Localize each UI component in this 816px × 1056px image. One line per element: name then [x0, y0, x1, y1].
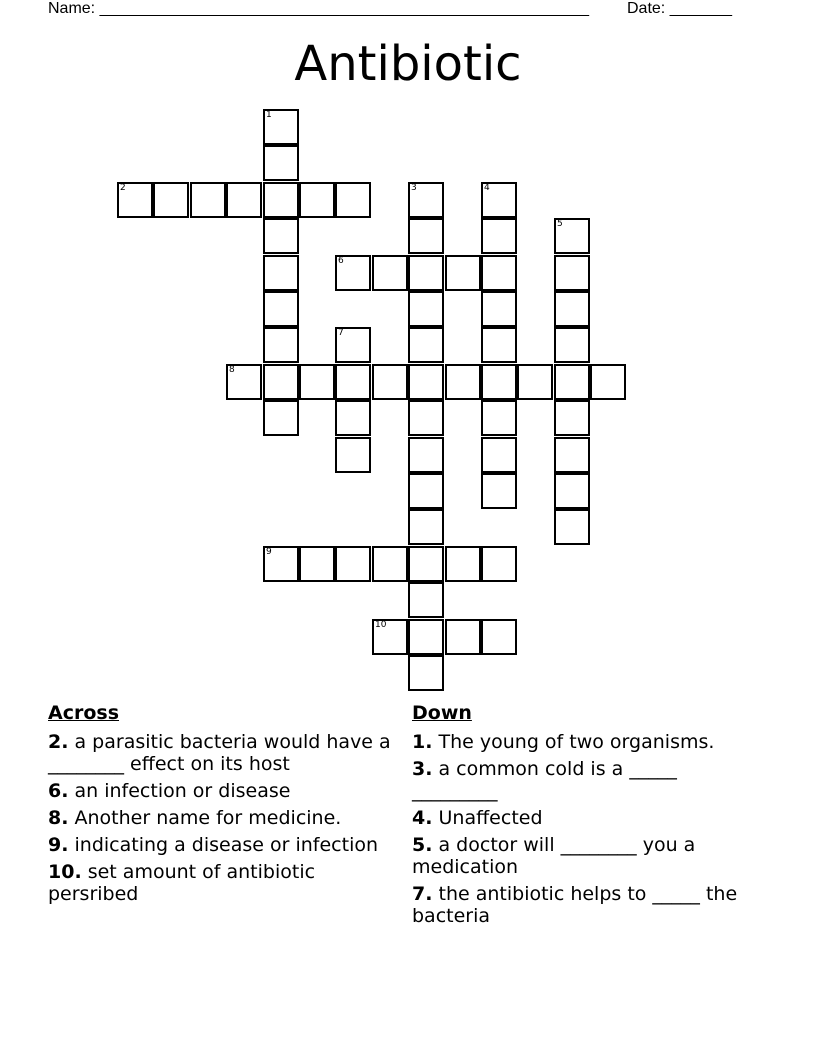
- crossword-cell[interactable]: [408, 509, 444, 545]
- cell-number: 2: [120, 183, 126, 193]
- crossword-cell[interactable]: [445, 619, 481, 655]
- crossword-cell[interactable]: [408, 473, 444, 509]
- across-clues: [48, 700, 393, 910]
- crossword-cell[interactable]: [554, 437, 590, 473]
- clue-text: Another name for medicine.: [74, 807, 342, 829]
- crossword-cell[interactable]: [263, 400, 299, 436]
- crossword-cell[interactable]: [408, 364, 444, 400]
- clue-number: 4.: [412, 807, 433, 829]
- crossword-cell[interactable]: [263, 145, 299, 181]
- clue-text: Unaffected: [438, 807, 543, 829]
- crossword-cell[interactable]: [153, 182, 189, 218]
- clue-number: 8.: [48, 807, 69, 829]
- crossword-cell[interactable]: [554, 218, 590, 254]
- down-clue: [412, 758, 757, 802]
- clue-text: a common cold is a _____ _________: [412, 758, 677, 802]
- crossword-cell[interactable]: [335, 182, 371, 218]
- crossword-cell[interactable]: [335, 546, 371, 582]
- clue-number: 3.: [412, 758, 433, 780]
- crossword-cell[interactable]: [554, 291, 590, 327]
- down-clue: [412, 807, 757, 829]
- cell-number: 5: [557, 219, 563, 229]
- crossword-cell[interactable]: [408, 327, 444, 363]
- crossword-cell[interactable]: [554, 255, 590, 291]
- crossword-cell[interactable]: [445, 546, 481, 582]
- cell-number: 6: [338, 256, 344, 266]
- crossword-cell[interactable]: [263, 364, 299, 400]
- crossword-cell[interactable]: [408, 255, 444, 291]
- cell-number: 7: [338, 328, 344, 338]
- cell-number: 1: [266, 110, 272, 120]
- crossword-cell[interactable]: [226, 182, 262, 218]
- crossword-cell[interactable]: [481, 291, 517, 327]
- crossword-cell[interactable]: [226, 364, 262, 400]
- clue-text: The young of two organisms.: [438, 731, 715, 753]
- crossword-cell[interactable]: [481, 546, 517, 582]
- cell-number: 8: [229, 365, 235, 375]
- crossword-cell[interactable]: [408, 546, 444, 582]
- name-line[interactable]: Name: _______________________________________________________: [48, 0, 589, 17]
- crossword-cell[interactable]: [408, 182, 444, 218]
- clue-number: 7.: [412, 883, 433, 905]
- cell-number: 10: [375, 620, 387, 630]
- clue-number: 10.: [48, 861, 82, 883]
- crossword-cell[interactable]: [263, 546, 299, 582]
- crossword-cell[interactable]: [190, 182, 226, 218]
- crossword-cell[interactable]: [481, 218, 517, 254]
- crossword-cell[interactable]: [299, 182, 335, 218]
- across-heading: Across: [48, 702, 120, 724]
- crossword-cell[interactable]: [554, 509, 590, 545]
- crossword-cell[interactable]: [481, 619, 517, 655]
- crossword-cell[interactable]: [299, 364, 335, 400]
- crossword-cell[interactable]: [408, 400, 444, 436]
- clue-number: 1.: [412, 731, 433, 753]
- clue-number: 5.: [412, 834, 433, 856]
- clue-text: a parasitic bacteria would have a ________ effect on its host: [48, 731, 391, 775]
- down-clue: [412, 731, 757, 753]
- crossword-cell[interactable]: [263, 327, 299, 363]
- crossword-cell[interactable]: [263, 255, 299, 291]
- cell-number: 9: [266, 547, 272, 557]
- crossword-cell[interactable]: [445, 255, 481, 291]
- clue-number: 6.: [48, 780, 69, 802]
- across-clue: [48, 834, 393, 856]
- crossword-cell[interactable]: [590, 364, 626, 400]
- crossword-cell[interactable]: [299, 546, 335, 582]
- crossword-cell[interactable]: [263, 182, 299, 218]
- crossword-cell[interactable]: [335, 364, 371, 400]
- clue-text: indicating a disease or infection: [74, 834, 379, 856]
- crossword-cell[interactable]: [481, 473, 517, 509]
- crossword-cell[interactable]: [554, 473, 590, 509]
- crossword-cell[interactable]: [481, 437, 517, 473]
- crossword-cell[interactable]: [335, 437, 371, 473]
- clue-text: set amount of antibiotic persribed: [48, 861, 316, 905]
- crossword-cell[interactable]: [554, 364, 590, 400]
- crossword-cell[interactable]: [408, 619, 444, 655]
- crossword-cell[interactable]: [481, 364, 517, 400]
- crossword-cell[interactable]: [408, 218, 444, 254]
- clue-text: a doctor will ________ you a medication: [412, 834, 696, 878]
- date-line[interactable]: Date: _______: [627, 0, 732, 17]
- crossword-cell[interactable]: [481, 327, 517, 363]
- crossword-cell[interactable]: [481, 400, 517, 436]
- crossword-cell[interactable]: [263, 218, 299, 254]
- crossword-cell[interactable]: [408, 437, 444, 473]
- crossword-cell[interactable]: [554, 327, 590, 363]
- crossword-cell[interactable]: [445, 364, 481, 400]
- clue-number: 9.: [48, 834, 69, 856]
- crossword-cell[interactable]: [335, 327, 371, 363]
- cell-number: 3: [411, 183, 417, 193]
- across-clue: [48, 861, 393, 905]
- down-clue: [412, 834, 757, 878]
- down-heading: Down: [412, 702, 472, 724]
- down-clues: [412, 700, 757, 932]
- down-clue: [412, 883, 757, 927]
- crossword-cell[interactable]: [372, 364, 408, 400]
- crossword-cell[interactable]: [372, 619, 408, 655]
- clue-text: an infection or disease: [74, 780, 291, 802]
- crossword-cell[interactable]: [481, 255, 517, 291]
- crossword-cell[interactable]: [335, 255, 371, 291]
- crossword-cell[interactable]: [335, 400, 371, 436]
- across-clue: [48, 780, 393, 802]
- across-clue: [48, 807, 393, 829]
- crossword-cell[interactable]: [517, 364, 553, 400]
- crossword-cell[interactable]: [372, 255, 408, 291]
- page-title: Antibiotic: [294, 36, 522, 92]
- clue-text: the antibiotic helps to _____ the bacteria: [412, 883, 738, 927]
- crossword-cell[interactable]: [408, 655, 444, 691]
- crossword-cell[interactable]: [408, 582, 444, 618]
- crossword-cell[interactable]: [372, 546, 408, 582]
- crossword-cell[interactable]: [481, 182, 517, 218]
- crossword-cell[interactable]: [554, 400, 590, 436]
- crossword-cell[interactable]: [408, 291, 444, 327]
- crossword-cell[interactable]: [263, 291, 299, 327]
- crossword-cell[interactable]: [263, 109, 299, 145]
- crossword-cell[interactable]: [117, 182, 153, 218]
- cell-number: 4: [484, 183, 490, 193]
- across-clue: [48, 731, 393, 775]
- clue-number: 2.: [48, 731, 69, 753]
